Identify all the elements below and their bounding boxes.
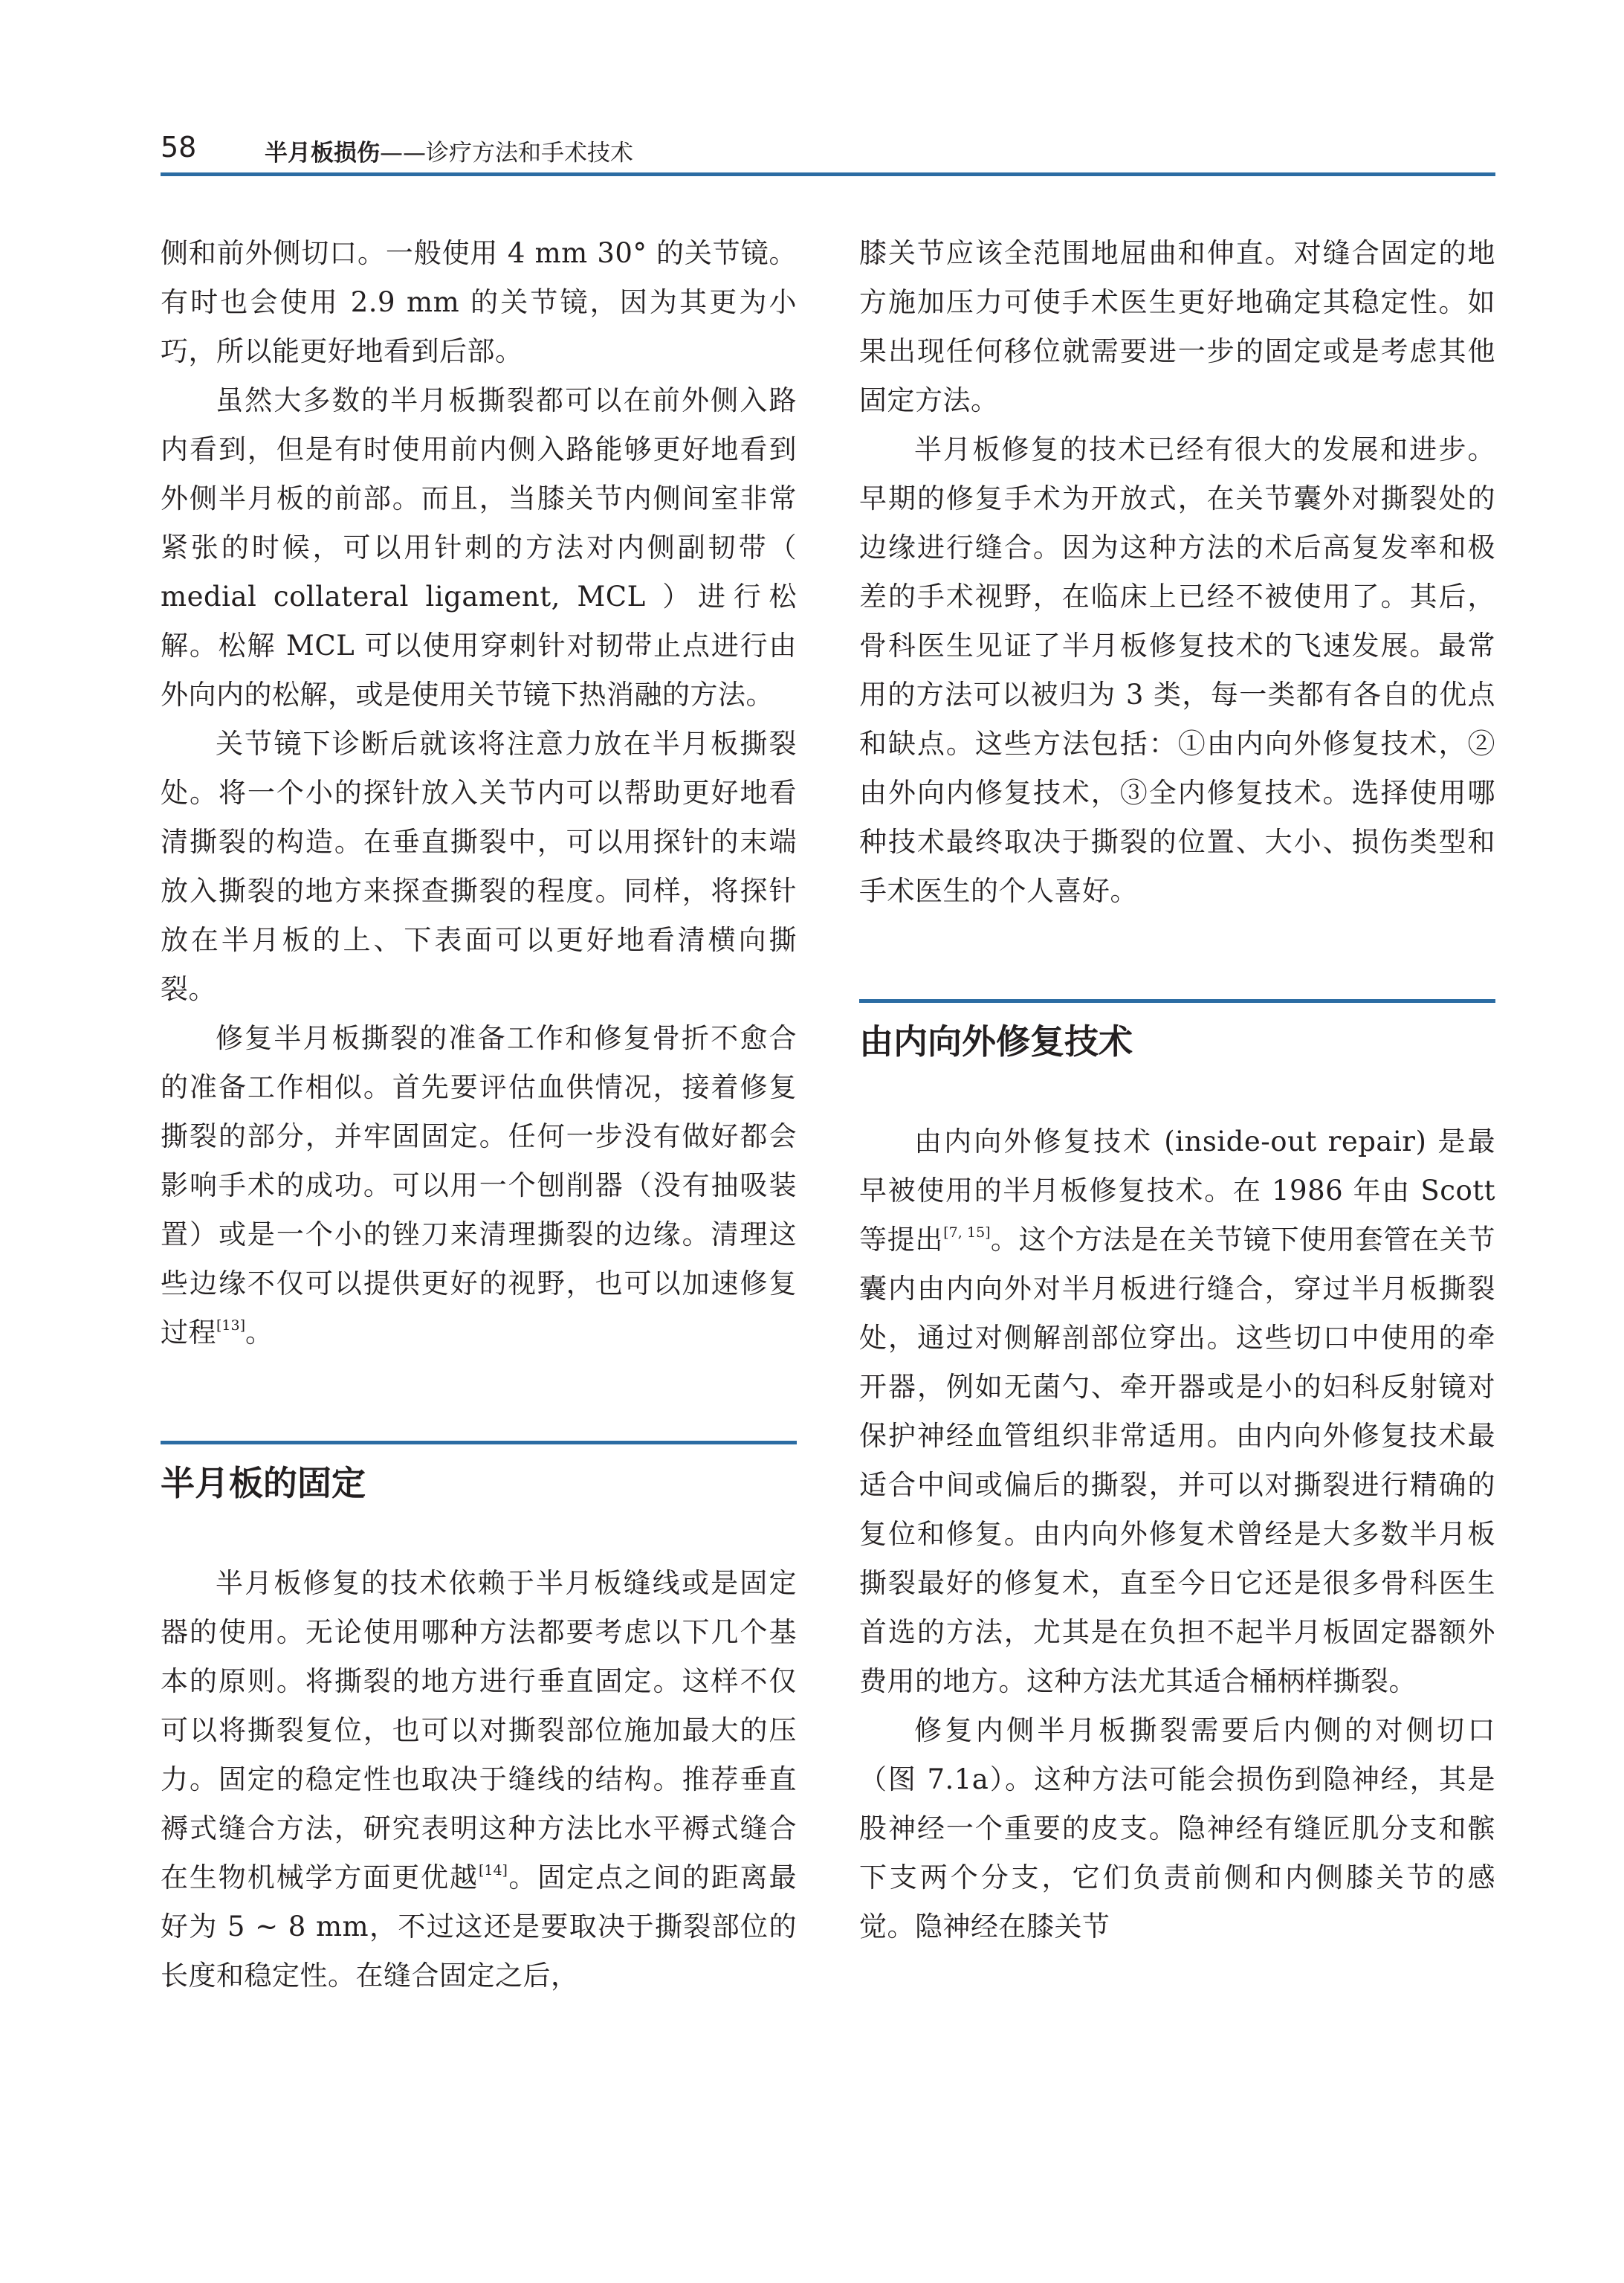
paragraph: 虽然大多数的半月板撕裂都可以在前外侧入路内看到，但是有时使用前内侧入路能够更好地看到外侧半月板的前部。而且，当膝关节内侧间室非常紧张的时候，可以用针刺的方法对内侧副韧带（ medial collateral ligament, MCL ）进行松解。松解 MCL 可以使用穿刺针对韧带止点进行由外向内的松解，或是使用关节镜下热消融的方法。	[161, 384, 797, 711]
left-column	[161, 229, 797, 2001]
section-title: 半月板的固定	[161, 1463, 366, 1503]
citation: [7, 15]	[943, 1224, 991, 1241]
paragraph-text-end: 。固定点之间的距离最好为 5 ~ 8 mm，不过这还是要取决于撕裂部位的长度和稳定性。在缝合固定之后，	[161, 1861, 798, 1992]
running-title-rest: ——诊疗方法和手术技术	[380, 140, 633, 167]
running-header	[161, 125, 1495, 171]
section-title: 由内向外修复技术	[859, 1021, 1133, 1062]
paragraph: 侧和前外侧切口。一般使用 4 mm 30° 的关节镜。有时也会使用 2.9 mm 的关节镜，因为其更为小巧，所以能更好地看到后部。	[161, 237, 797, 367]
paragraph: 关节镜下诊断后就该将注意力放在半月板撕裂处。将一个小的探针放入关节内可以帮助更好地看清撕裂的构造。在垂直撕裂中，可以用探针的末端放入撕裂的地方来探查撕裂的程度。同样，将探针放在半月板的上、下表面可以更好地看清横向撕裂。	[161, 728, 797, 1005]
paragraph-text-end: 。	[245, 1317, 274, 1349]
section-rule	[161, 1441, 797, 1444]
paragraph: 半月板修复的技术已经有很大的发展和进步。早期的修复手术为开放式，在关节囊外对撕裂处的边缘进行缝合。因为这种方法的术后高复发率和极差的手术视野，在临床上已经不被使用了。其后，骨科医生见证了半月板修复技术的飞速发展。最常用的方法可以被归为 3 类，每一类都有各自的优点和缺点。这些方法包括：①由内向外修复技术，②由外向内修复技术，③全内修复技术。选择使用哪种技术最终取决于撕裂的位置、大小、损伤类型和手术医生的个人喜好。	[859, 433, 1495, 907]
paragraph-text: 半月板修复的技术依赖于半月板缝线或是固定器的使用。无论使用哪种方法都要考虑以下几个基本的原则。将撕裂的地方进行垂直固定。这样不仅可以将撕裂复位，也可以对撕裂部位施加最大的压力。固定的稳定性也取决于缝线的结构。推荐垂直褥式缝合方法，研究表明这种方法比水平褥式缝合在生物机械学方面更优越	[161, 1567, 797, 1893]
paragraph: 膝关节应该全范围地屈曲和伸直。对缝合固定的地方施加压力可使手术医生更好地确定其稳定性。如果出现任何移位就需要进一步的固定或是考虑其他固定方法。	[859, 237, 1495, 416]
running-title	[265, 134, 633, 167]
paragraph	[161, 1014, 797, 1357]
paragraph-text-end: 。这个方法是在关节镜下使用套管在关节囊内由内向外对半月板进行缝合，穿过半月板撕裂处，通过对侧解剖部位穿出。这些切口中使用的牵开器，例如无菌勺、牵开器或是小的妇科反射镜对保护神经血管组织非常适用。由内向外修复技术最适合中间或偏后的撕裂，并可以对撕裂进行精确的复位和修复。由内向外修复术曾经是大多数半月板撕裂最好的修复术，直至今日它还是很多骨科医生首选的方法，尤其是在负担不起半月板固定器额外费用的地方。这种方法尤其适合桶柄样撕裂。	[859, 1224, 1496, 1697]
paragraph-text: 由内向外修复技术 (inside-out repair) 是最早被使用的半月板修复技术。在 1986 年由 Scott 等提出	[859, 1126, 1495, 1256]
right-column	[859, 229, 1495, 1951]
header-rule	[161, 172, 1495, 176]
page-number: 58	[161, 131, 197, 164]
section-rule	[859, 999, 1495, 1003]
paragraph: 修复内侧半月板撕裂需要后内侧的对侧切口（图 7.1a）。这种方法可能会损伤到隐神经，其是股神经一个重要的皮支。隐神经有缝匠肌分支和髌下支两个分支，它们负责前侧和内侧膝关节的感觉。隐神经在膝关节	[859, 1714, 1495, 1943]
section-heading	[859, 999, 1495, 1064]
paragraph	[859, 1117, 1495, 1706]
paragraph-text: 修复半月板撕裂的准备工作和修复骨折不愈合的准备工作相似。首先要评估血供情况，接着修复撕裂的部分，并牢固固定。任何一步没有做好都会影响手术的成功。可以用一个刨削器（没有抽吸装置）或是一个小的锉刀来清理撕裂的边缘。清理这些边缘不仅可以提供更好的视野，也可以加速修复过程	[161, 1022, 797, 1349]
running-title-bold: 半月板损伤	[265, 140, 380, 167]
citation: [13]	[216, 1317, 246, 1334]
citation: [14]	[478, 1862, 508, 1879]
section-heading	[161, 1441, 797, 1505]
paragraph	[161, 1559, 797, 2001]
